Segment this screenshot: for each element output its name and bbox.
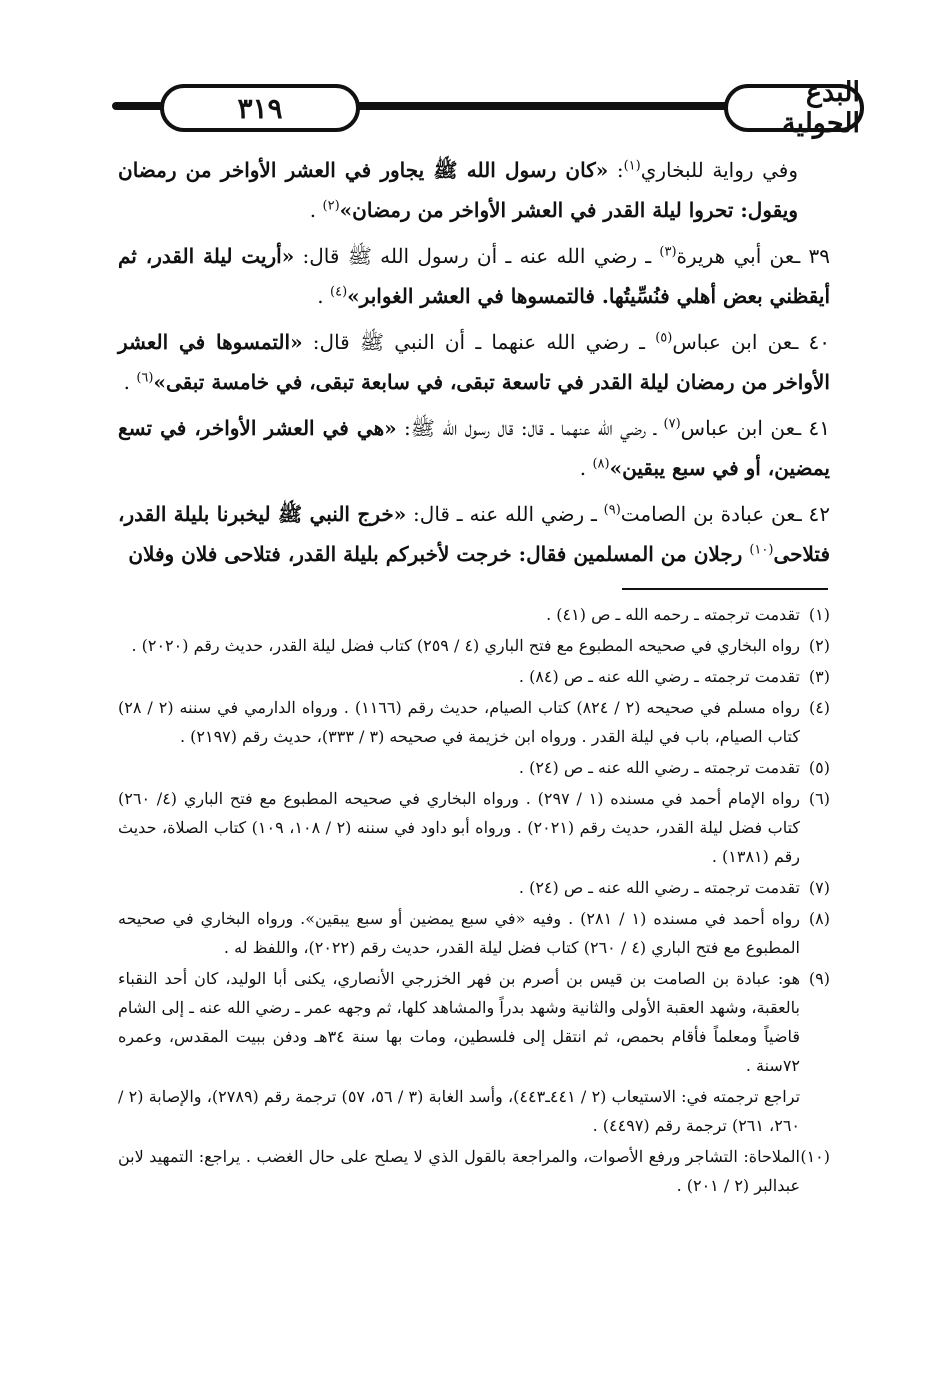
footnote-separator (622, 588, 828, 590)
footnote-text: تقدمت ترجمته ـ رحمه الله ـ ص (٤١) . (546, 605, 800, 624)
hadith-text: رجلان من المسلمين فقال: خرجت لأخبركم بليلة القدر، فتلاحى فلان وفلان (128, 542, 750, 566)
paragraph-number: ٤٢ ـ (795, 502, 830, 526)
footnote-ref: (١) (623, 158, 641, 174)
paragraph-42 (118, 494, 830, 574)
footnote-ref: (٥) (655, 330, 673, 346)
paragraph-text: عن ابن عباس (680, 416, 796, 440)
paragraph-text: ـ رضي الله عنه ـ قال: (406, 502, 604, 526)
footnote-ref: (٩) (603, 502, 621, 518)
footnote-ref: (٣) (659, 244, 677, 260)
footnote-text: تقدمت ترجمته ـ رضي الله عنه ـ ص (٢٤) . (518, 878, 800, 897)
footnote-number: (١٠) (800, 1147, 831, 1166)
paragraph-text: عن أبي هريرة (676, 244, 795, 268)
hadith-text: «كان رسول الله ﷺ يجاور في العشر الأواخر من رمضان ويقول: تحروا ليلة القدر في العشر الأواخر من رمضان» (118, 158, 798, 222)
footnote-number: (٣) (808, 667, 830, 686)
footnote-text: تراجع ترجمته في: الاستيعاب (٢ / ٤٤١ـ٤٤٣)، وأسد الغابة (٣ / ٥٦، ٥٧) ترجمة رقم (٢٧٨٩)، والإصابة (٢ / ٢٦٠، ٢٦١) ترجمة رقم (٤٤٩٧) . (118, 1087, 801, 1135)
hadith-text: «خرج النبي ﷺ ليخبرنا بليلة القدر، فتلاحى (118, 502, 830, 566)
footnote-3 (118, 662, 830, 691)
paragraph-text: . (317, 284, 331, 308)
footnote-4 (118, 693, 830, 751)
paragraph-text: . (123, 370, 137, 394)
paragraph-text: عن ابن عباس (672, 330, 793, 354)
footnote-number: (٢) (808, 636, 830, 655)
footnote-text: هو: عبادة بن الصامت بن قيس بن أصرم بن فهر الخزرجي الأنصاري، يكنى أبا الوليد، كان أحد النقباء بالعقبة، وشهد العقبة الأولى والثانية وشهد بدراً والمشاهد كلها، ثم وجهه عمر ـ رضي الله عنه ـ إلى الشام قاضياً ومعلماً فأقام بحمص، ثم انتقل إلى فلسطين، ومات بها سنة ٣٤هـ ودفن ببيت المقدس، وعمره ٧٢سنة . (118, 969, 801, 1075)
footnote-number: (١) (808, 605, 830, 624)
footnote-ref: (٦) (136, 370, 154, 386)
paragraph-text: ـ رضي الله عنه ـ أن رسول الله ﷺ قال: (294, 244, 660, 268)
hadith-text: «التمسوها في العشر الأواخر من رمضان ليلة القدر في تاسعة تبقى، في سابعة تبقى، في خامسة تبقى» (118, 330, 830, 394)
footnote-8 (118, 904, 830, 962)
paragraph-text: ـ رضي الله عنهما ـ قال: قال رسول الله ﷺ: (396, 416, 664, 440)
paragraph-number: ٤٠ ـ (792, 330, 830, 354)
page-number: ٣١٩ (160, 84, 360, 132)
footnote-text: تقدمت ترجمته ـ رضي الله عنه ـ ص (٨٤) . (518, 667, 800, 686)
footnote-ref: (١٠) (749, 542, 774, 558)
paragraph-41 (118, 408, 830, 488)
footnote-ref: (٧) (663, 416, 681, 432)
header-rule-left (112, 102, 164, 110)
footnote-number: (٧) (808, 878, 830, 897)
paragraph-text: . (309, 198, 323, 222)
paragraph-text: : (608, 158, 624, 182)
footnote-ref: (٤) (330, 284, 348, 300)
footnote-number: (٩) (808, 969, 830, 988)
footnotes (118, 600, 830, 1202)
paragraph-40 (118, 322, 830, 402)
hadith-text: «هي في العشر الأواخر، في تسع يمضين، أو في سبع يبقين» (118, 416, 830, 480)
footnote-number: (٦) (808, 789, 830, 808)
paragraph-text: . (579, 456, 593, 480)
footnote-9 (118, 964, 830, 1080)
paragraph-bukhari-narration (118, 150, 830, 230)
footnote-text: رواه البخاري في صحيحه المطبوع مع فتح الباري (٤ / ٢٥٩) كتاب فضل ليلة القدر، حديث رقم (٢٠٢٠) . (131, 636, 800, 655)
paragraph-text: ـ رضي الله عنهما ـ أن النبي ﷺ قال: (302, 330, 656, 354)
paragraph-number: ٣٩ ـ (794, 244, 831, 268)
paragraph-text: وفي رواية للبخاري (640, 158, 798, 182)
footnote-number: (٨) (808, 909, 831, 928)
footnote-10 (118, 1142, 830, 1200)
footnote-9-references (118, 1082, 830, 1140)
footnote-text: رواه مسلم في صحيحه (٢ / ٨٢٤) كتاب الصيام، حديث رقم (١١٦٦) . ورواه الدارمي في سننه (٢ / ٢٨) كتاب الصيام، باب في ليلة القدر . ورواه ابن خزيمة في صحيحه (٣ / ٣٣٣)، حديث رقم (٢١٩٧) . (118, 698, 801, 746)
paragraph-number: ٤١ ـ (795, 416, 830, 440)
footnote-2 (118, 631, 830, 660)
running-title: البدع الحولية (724, 84, 864, 132)
footnote-number: (٤) (808, 698, 831, 717)
header-rule-middle (350, 102, 730, 110)
footnote-ref: (٢) (322, 198, 340, 214)
footnote-text: رواه أحمد في مسنده (١ / ٢٨١) . وفيه «في سبع يمضين أو سبع يبقين». ورواه البخاري في صحيحه المطبوع مع فتح الباري (٤ / ٢٦٠) كتاب فضل ليلة القدر، حديث رقم (٢٠٢٢)، واللفظ له . (118, 909, 801, 957)
footnote-text: رواه الإمام أحمد في مسنده (١ / ٢٩٧) . ورواه البخاري في صحيحه المطبوع مع فتح الباري (٤/ ٢٦٠) كتاب فضل ليلة القدر، حديث رقم (٢٠٢١) . ورواه أبو داود في سننه (٢ / ١٠٨، ١٠٩) كتاب الصلاة، حديث رقم (١٣٨١) . (118, 789, 801, 866)
page-header (112, 77, 860, 139)
footnote-7 (118, 873, 830, 902)
footnote-5 (118, 753, 830, 782)
footnote-text: تقدمت ترجمته ـ رضي الله عنه ـ ص (٢٤) . (518, 758, 800, 777)
hadith-text: «أريت ليلة القدر، ثم أيقظني بعض أهلي فنُسِّيتُها. فالتمسوها في العشر الغوابر» (118, 244, 830, 308)
footnote-6 (118, 784, 830, 871)
paragraph-39 (118, 236, 830, 316)
paragraph-text: عن عبادة بن الصامت (620, 502, 796, 526)
footnote-number: (٥) (808, 758, 830, 777)
main-text (118, 150, 830, 580)
footnote-text: الملاحاة: التشاجر ورفع الأصوات، والمراجعة بالقول الذي لا يصلح على حال الغضب . يراجع: التمهيد لابن عبدالبر (٢ / ٢٠١) . (118, 1147, 801, 1195)
footnote-1 (118, 600, 830, 629)
footnote-ref: (٨) (592, 456, 610, 472)
